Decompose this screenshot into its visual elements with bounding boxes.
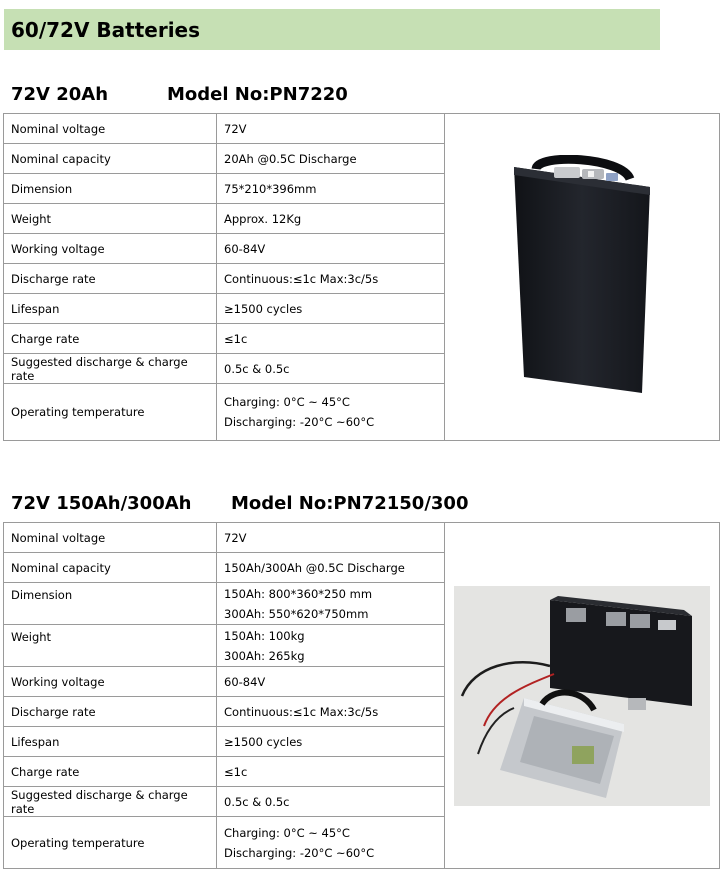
spec-key: Lifespan bbox=[4, 727, 217, 757]
spec-key: Lifespan bbox=[4, 294, 217, 324]
spec-key: Charge rate bbox=[4, 324, 217, 354]
spec-value bbox=[217, 384, 445, 441]
spec-key: Operating temperature bbox=[4, 817, 217, 869]
spec-key: Dimension bbox=[4, 174, 217, 204]
spec-key: Discharge rate bbox=[4, 264, 217, 294]
spec-value: 150Ah/300Ah @0.5C Discharge bbox=[217, 553, 445, 583]
spec-key: Nominal voltage bbox=[4, 523, 217, 553]
spec-key: Discharge rate bbox=[4, 697, 217, 727]
section-2-heading bbox=[11, 493, 469, 514]
battery-pack-photo bbox=[502, 155, 662, 399]
product-image-cell bbox=[445, 114, 720, 441]
section-1-title: 72V 20Ah bbox=[11, 84, 109, 105]
spec-key: Nominal voltage bbox=[4, 114, 217, 144]
spec-value-line: Charging: 0°C ~ 45°C bbox=[224, 395, 350, 409]
spec-value bbox=[217, 625, 445, 667]
spec-value-line: Discharging: -20°C ~60°C bbox=[224, 845, 375, 860]
battery-and-charger-photo bbox=[454, 586, 710, 806]
spec-value: 20Ah @0.5C Discharge bbox=[217, 144, 445, 174]
spec-value-line: 300Ah: 550*620*750mm bbox=[224, 606, 369, 621]
spec-key: Weight bbox=[4, 625, 217, 667]
spec-key: Nominal capacity bbox=[4, 144, 217, 174]
spec-key: Dimension bbox=[4, 583, 217, 625]
spec-value bbox=[217, 817, 445, 869]
spec-table-2 bbox=[3, 522, 720, 869]
spec-key: Nominal capacity bbox=[4, 553, 217, 583]
spec-value: ≤1c bbox=[217, 324, 445, 354]
spec-value: 60-84V bbox=[217, 667, 445, 697]
spec-value-line: 300Ah: 265kg bbox=[224, 648, 305, 663]
spec-value-line: Discharging: -20°C ~60°C bbox=[224, 415, 375, 429]
spec-value bbox=[217, 583, 445, 625]
spec-key: Working voltage bbox=[4, 234, 217, 264]
spec-value-line: 150Ah: 800*360*250 mm bbox=[224, 586, 373, 601]
spec-table-1 bbox=[3, 113, 720, 441]
spec-value: 75*210*396mm bbox=[217, 174, 445, 204]
section-banner: 60/72V Batteries bbox=[4, 9, 660, 50]
spec-value-line: 150Ah: 100kg bbox=[224, 628, 305, 643]
spec-key: Charge rate bbox=[4, 757, 217, 787]
spec-value: 0.5c & 0.5c bbox=[217, 354, 445, 384]
spec-key: Weight bbox=[4, 204, 217, 234]
spec-value-line: Charging: 0°C ~ 45°C bbox=[224, 825, 350, 840]
spec-key: Operating temperature bbox=[4, 384, 217, 441]
spec-value: Approx. 12Kg bbox=[217, 204, 445, 234]
spec-value: 72V bbox=[217, 114, 445, 144]
spec-value: Continuous:≤1c Max:3c/5s bbox=[217, 697, 445, 727]
spec-key: Suggested discharge & charge rate bbox=[4, 354, 217, 384]
product-image-cell bbox=[445, 523, 720, 869]
spec-value: ≥1500 cycles bbox=[217, 727, 445, 757]
spec-value: 0.5c & 0.5c bbox=[217, 787, 445, 817]
spec-value: ≥1500 cycles bbox=[217, 294, 445, 324]
section-1-model: Model No:PN7220 bbox=[167, 84, 348, 105]
section-2-title: 72V 150Ah/300Ah bbox=[11, 493, 192, 514]
spec-value: ≤1c bbox=[217, 757, 445, 787]
section-1-heading bbox=[11, 84, 348, 105]
section-2-model: Model No:PN72150/300 bbox=[231, 493, 469, 514]
spec-value: Continuous:≤1c Max:3c/5s bbox=[217, 264, 445, 294]
spec-key: Working voltage bbox=[4, 667, 217, 697]
spec-value: 72V bbox=[217, 523, 445, 553]
spec-key: Suggested discharge & charge rate bbox=[4, 787, 217, 817]
spec-value: 60-84V bbox=[217, 234, 445, 264]
